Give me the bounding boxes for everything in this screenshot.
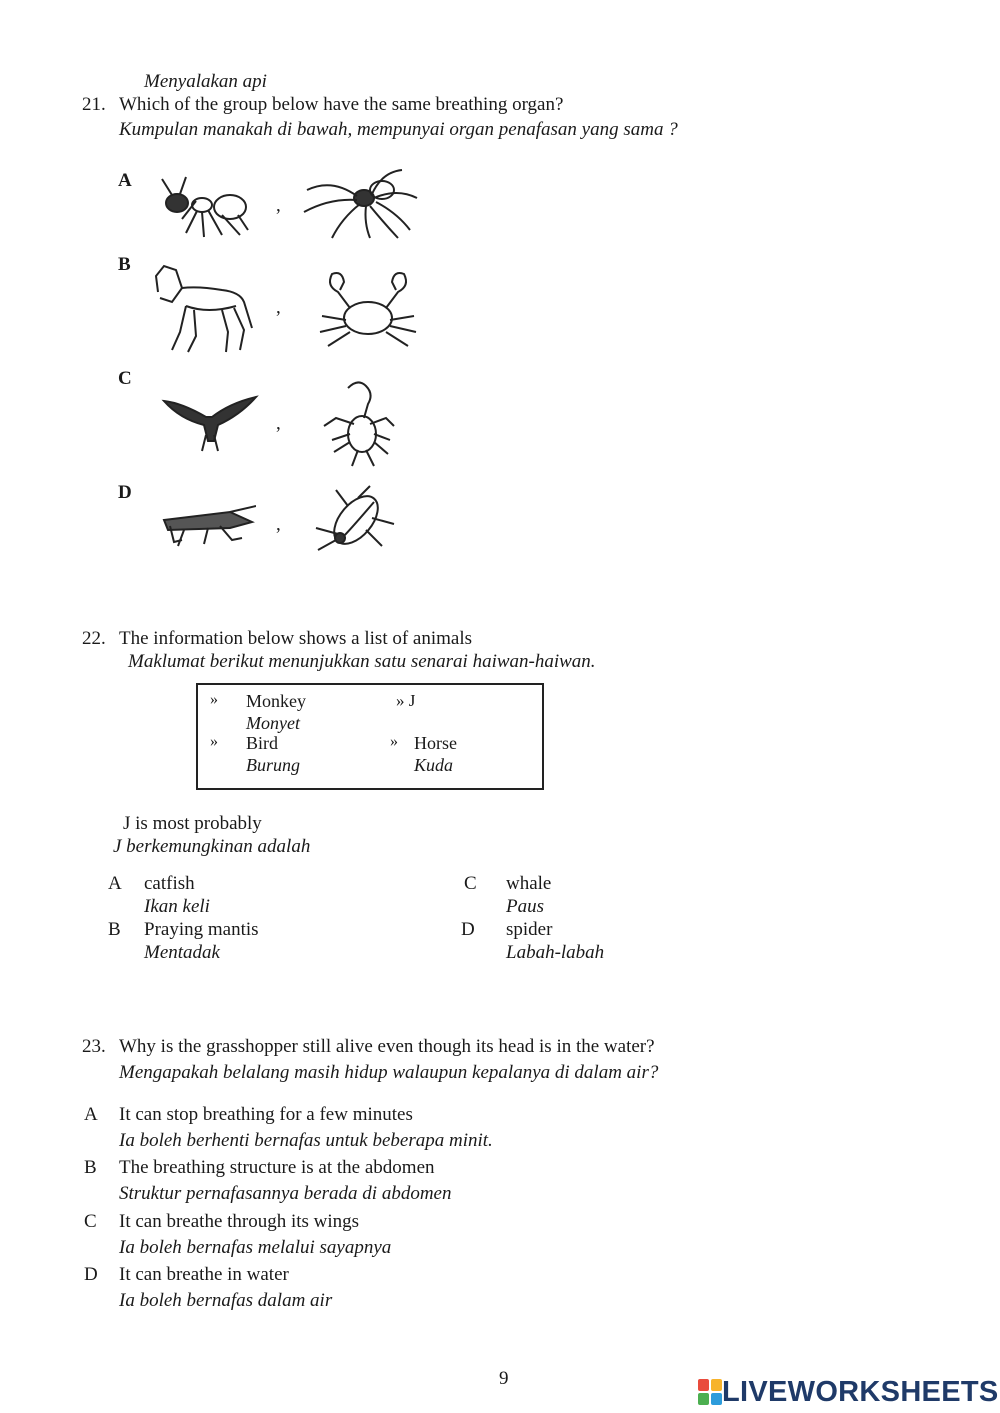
q22-option-b-en[interactable]: Praying mantis [144, 919, 259, 940]
previous-question-tail: Menyalakan api [144, 71, 267, 92]
q21-option-b-letter[interactable]: B [118, 254, 131, 275]
q23-option-a-ms: Ia boleh berhenti bernafas untuk beberapa minit. [119, 1130, 493, 1151]
q22-option-b-ms: Mentadak [144, 942, 220, 963]
q22-option-a-ms: Ikan keli [144, 896, 210, 917]
cockroach-icon [312, 484, 398, 554]
page-number: 9 [499, 1368, 509, 1389]
q22-option-d-en[interactable]: spider [506, 919, 553, 940]
animal-list-item-en: Horse [414, 733, 457, 753]
q22-option-b-letter[interactable]: B [108, 919, 121, 940]
animal-list-item-ms: Kuda [414, 755, 454, 775]
grasshopper-icon [160, 500, 256, 548]
q22-prompt-ms: J berkemungkinan adalah [113, 836, 311, 857]
q22-option-d-ms: Labah-labah [506, 942, 605, 963]
q21-option-c-letter[interactable]: C [118, 368, 132, 389]
q22-option-a-letter[interactable]: A [108, 873, 122, 894]
q21-option-a-separator: , [276, 195, 281, 216]
q21-text-en: Which of the group below have the same breathing organ? [119, 94, 564, 115]
scorpion-icon [318, 378, 396, 468]
animal-list-item-j: » J [396, 691, 416, 710]
q23-option-a-letter[interactable]: A [84, 1104, 98, 1125]
q23-option-d-en[interactable]: It can breathe in water [119, 1264, 289, 1285]
q23-option-b-ms: Struktur pernafasannya berada di abdomen [119, 1183, 452, 1204]
animal-list-item-ms: Monyet [246, 713, 300, 733]
q22-option-c-en[interactable]: whale [506, 873, 552, 894]
animal-list-item-ms: Burung [246, 755, 300, 775]
animal-list-bullet: » [210, 691, 218, 708]
q22-option-c-ms: Paus [506, 896, 544, 917]
q23-text-ms: Mengapakah belalang masih hidup walaupun kepalanya di dalam air? [119, 1062, 659, 1083]
q23-option-d-letter[interactable]: D [84, 1264, 98, 1285]
q23-option-a-en[interactable]: It can stop breathing for a few minutes [119, 1104, 413, 1125]
spider-icon [302, 168, 422, 240]
q22-option-c-letter[interactable]: C [464, 873, 477, 894]
q23-option-b-en[interactable]: The breathing structure is at the abdomen [119, 1157, 435, 1178]
q21-text-ms: Kumpulan manakah di bawah, mempunyai organ penafasan yang sama ? [119, 119, 678, 140]
q21-option-d-letter[interactable]: D [118, 482, 132, 503]
q21-option-a-letter[interactable]: A [118, 170, 132, 191]
liveworksheets-logo-icon [698, 1379, 722, 1405]
q22-option-a-en[interactable]: catfish [144, 873, 195, 894]
liveworksheets-logo-text: LIVEWORKSHEETS [722, 1375, 999, 1408]
bird-icon [160, 395, 260, 453]
animal-list-bullet: » [390, 733, 398, 750]
q21-number: 21. [82, 94, 106, 115]
crab-icon [312, 268, 424, 350]
ant-icon [152, 175, 252, 240]
q22-text-ms: Maklumat berikut menunjukkan satu senarai haiwan-haiwan. [128, 651, 596, 672]
q22-number: 22. [82, 628, 106, 649]
q23-option-c-ms: Ia boleh bernafas melalui sayapnya [119, 1237, 392, 1258]
q23-number: 23. [82, 1036, 106, 1057]
q23-option-c-letter[interactable]: C [84, 1211, 97, 1232]
q21-option-c-separator: , [276, 413, 281, 434]
q23-option-d-ms: Ia boleh bernafas dalam air [119, 1290, 333, 1311]
q22-prompt-en: J is most probably [123, 813, 262, 834]
q23-option-b-letter[interactable]: B [84, 1157, 97, 1178]
animal-list-item-en: Bird [246, 733, 279, 753]
q23-text-en: Why is the grasshopper still alive even though its head is in the water? [119, 1036, 655, 1057]
q23-option-c-en[interactable]: It can breathe through its wings [119, 1211, 360, 1232]
horse-icon [150, 262, 255, 354]
q21-option-b-separator: , [276, 297, 281, 318]
animal-list-item-en: Monkey [246, 691, 306, 711]
q21-option-d-separator: , [276, 514, 281, 535]
q22-option-d-letter[interactable]: D [461, 919, 475, 940]
animal-list-bullet: » [210, 733, 218, 750]
liveworksheets-logo[interactable] [698, 1377, 999, 1407]
q22-text-en: The information below shows a list of animals [119, 628, 473, 649]
